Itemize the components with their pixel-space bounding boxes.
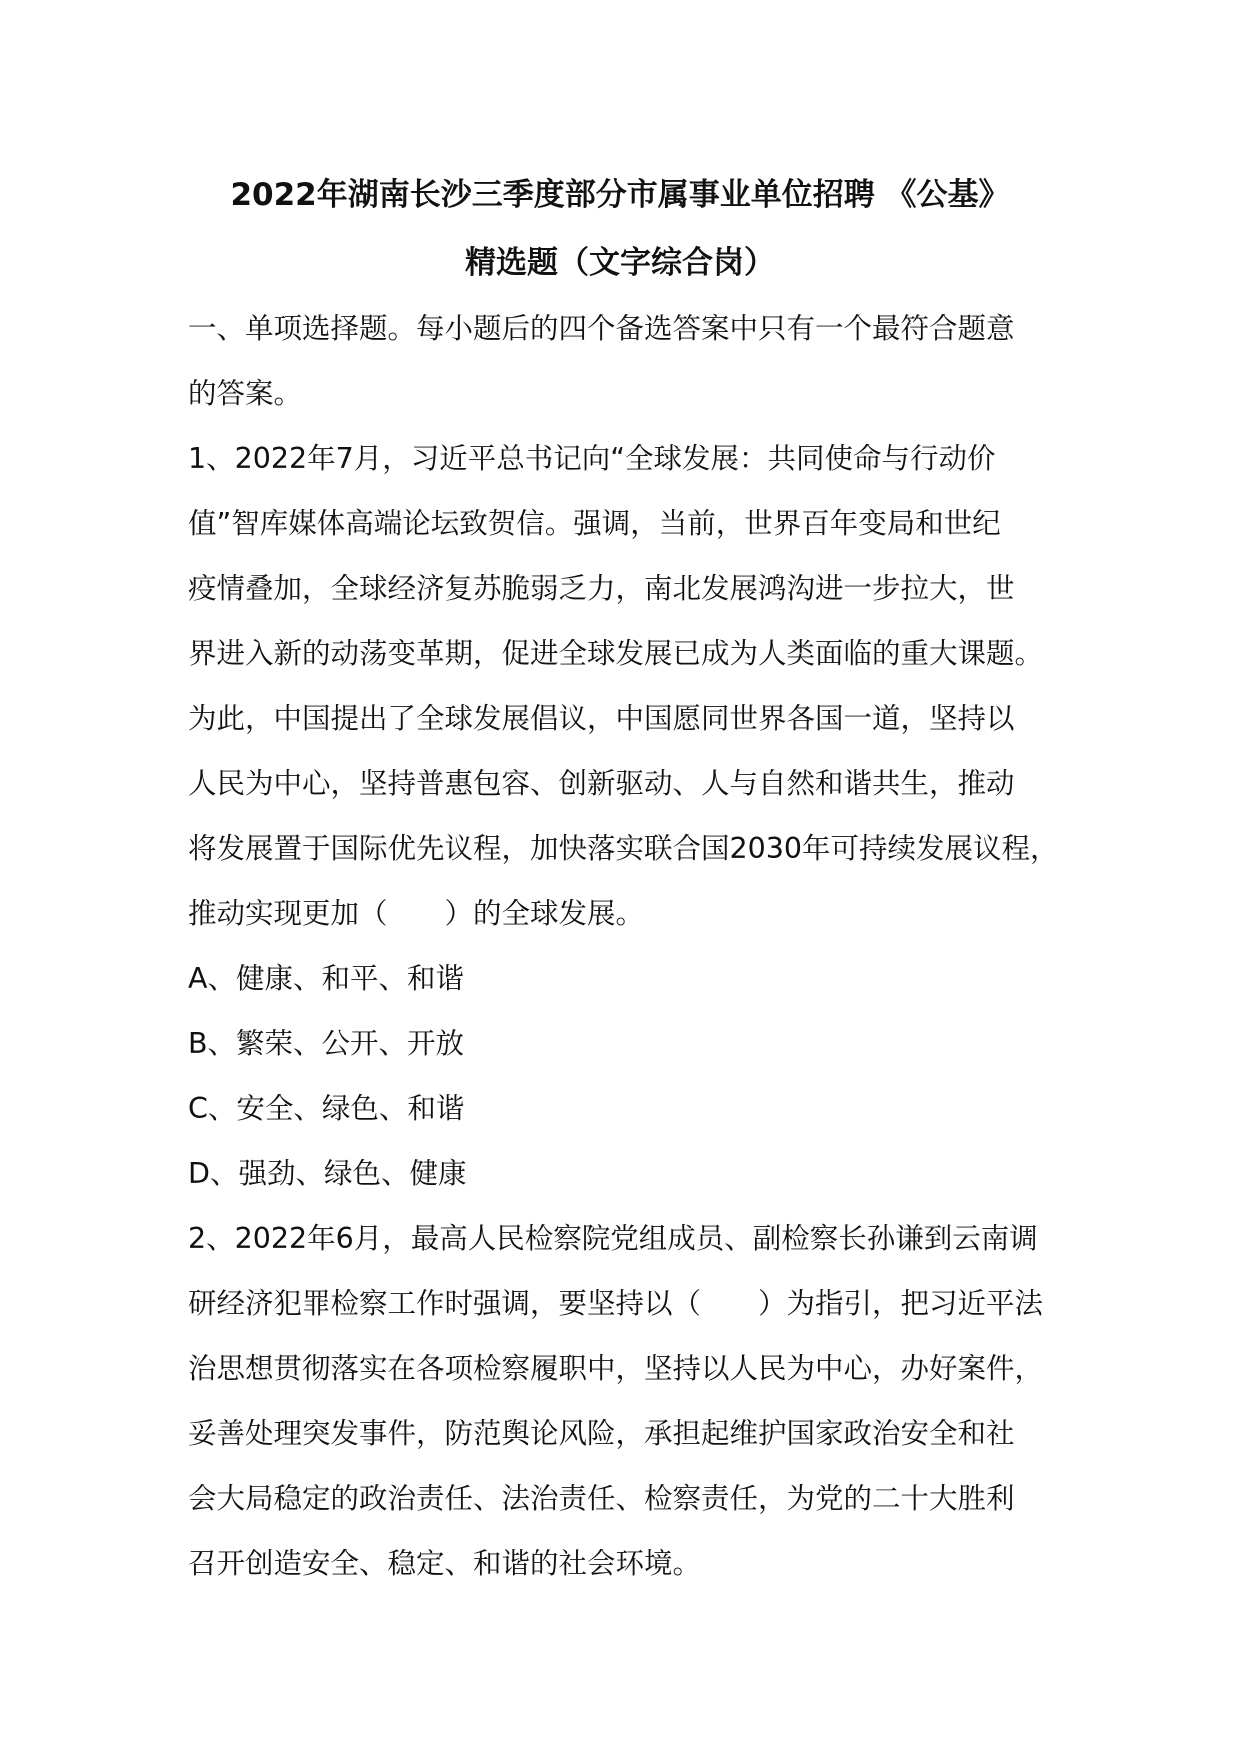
question-1-stem-line: 疫情叠加，全球经济复苏脆弱乏力，南北发展鸿沟进一步拉大，世 — [188, 572, 1015, 605]
question-2-stem-line: 治思想贯彻落实在各项检察履职中，坚持以人民为中心，办好案件， — [188, 1352, 1044, 1385]
question-1-stem-line: 1、2022年7月，习近平总书记向“全球发展：共同使命与行动价 — [188, 442, 996, 475]
question-2-stem-line: 研经济犯罪检察工作时强调，要坚持以（ ）为指引，把习近平法 — [188, 1287, 1044, 1320]
question-1-option-a: A、健康、和平、和谐 — [188, 962, 464, 995]
question-1-stem-line: 将发展置于国际优先议程，加快落实联合国2030年可持续发展议程， — [188, 832, 1059, 865]
question-1-option-c: C、安全、绿色、和谐 — [188, 1092, 465, 1125]
question-1-stem-line: 人民为中心，坚持普惠包容、创新驱动、人与自然和谐共生，推动 — [188, 767, 1015, 800]
question-1-stem-line: 值”智库媒体高端论坛致贺信。强调，当前，世界百年变局和世纪 — [188, 507, 1001, 540]
question-2-stem-line: 召开创造安全、稳定、和谐的社会环境。 — [188, 1547, 702, 1580]
document-body — [188, 306, 1088, 1606]
question-1-option-b: B、繁荣、公开、开放 — [188, 1027, 465, 1060]
question-1-stem-line: 界进入新的动荡变革期，促进全球发展已成为人类面临的重大课题。 — [188, 637, 1044, 670]
question-2-stem-line: 妥善处理突发事件，防范舆论风险，承担起维护国家政治安全和社 — [188, 1417, 1015, 1450]
document-title-line-1: 2022年湖南长沙三季度部分市属事业单位招聘 《公基》 — [230, 177, 1010, 213]
question-2-stem-line: 2、2022年6月，最高人民检察院党组成员、副检察长孙谦到云南调 — [188, 1222, 1038, 1255]
section-heading-line: 一、单项选择题。每小题后的四个备选答案中只有一个最符合题意 — [188, 312, 1015, 345]
document-title-line-2: 精选题（文字综合岗） — [465, 245, 775, 281]
question-1-stem-line: 推动实现更加（ ）的全球发展。 — [188, 897, 645, 930]
question-2-stem-line: 会大局稳定的政治责任、法治责任、检察责任，为党的二十大胜利 — [188, 1482, 1015, 1515]
section-heading-line: 的答案。 — [188, 377, 303, 410]
question-1-option-d: D、强劲、绿色、健康 — [188, 1157, 467, 1190]
question-1-stem-line: 为此，中国提出了全球发展倡议，中国愿同世界各国一道，坚持以 — [188, 702, 1015, 735]
